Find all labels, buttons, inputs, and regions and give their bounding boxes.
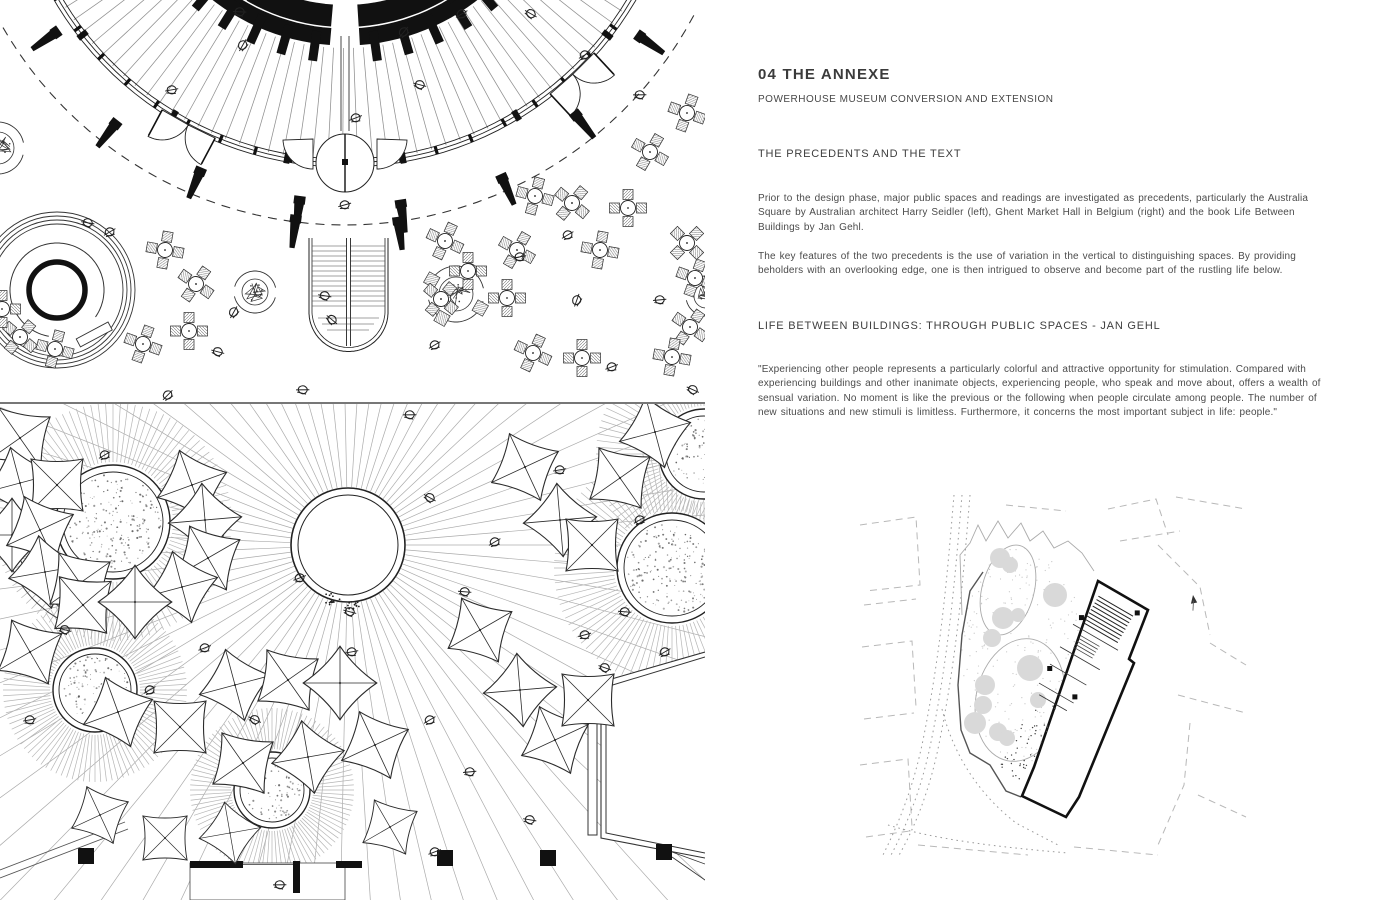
page-title: 04 THE ANNEXE xyxy=(758,66,891,83)
bottom-plan-drawing xyxy=(0,402,705,900)
section-heading-jan-gehl: LIFE BETWEEN BUILDINGS: THROUGH PUBLIC SPACES - JAN GEHL xyxy=(758,320,1161,332)
page-subtitle: POWERHOUSE MUSEUM CONVERSION AND EXTENSION xyxy=(758,94,1054,105)
paragraph-quote: "Experiencing other people represents a particularly colorful and attractive opportunity for stimulation. Compared with experiencing buildings and other inanimate objects, experiencing people, who speak and move about, offers a wealth of sensual variation. No moment is like the previous or the following when people circulate among people. The number of new situations and new stimuli is limitless. Furthermore, it concerns the most important subject in life: people." xyxy=(758,364,1321,419)
paragraph-precedents-1: Prior to the design phase, major public spaces and readings are investigated as precedents, particularly the Australia Square by Australian architect Harry Seidler (left), Ghent Market Hall in Belgium (right) and the book Life Between Buildings by Jan Gehl. xyxy=(758,193,1309,233)
site-plan-drawing xyxy=(858,495,1250,857)
top-plan-drawing xyxy=(0,0,705,402)
section-heading-precedents: THE PRECEDENTS AND THE TEXT xyxy=(758,148,962,160)
paragraph-precedents-2: The key features of the two precedents is the use of variation in the vertical to distinguishing spaces. By providing beholders with an overlooking edge, one is then intrigued to observe and become part of the rustling life below. xyxy=(758,251,1296,277)
